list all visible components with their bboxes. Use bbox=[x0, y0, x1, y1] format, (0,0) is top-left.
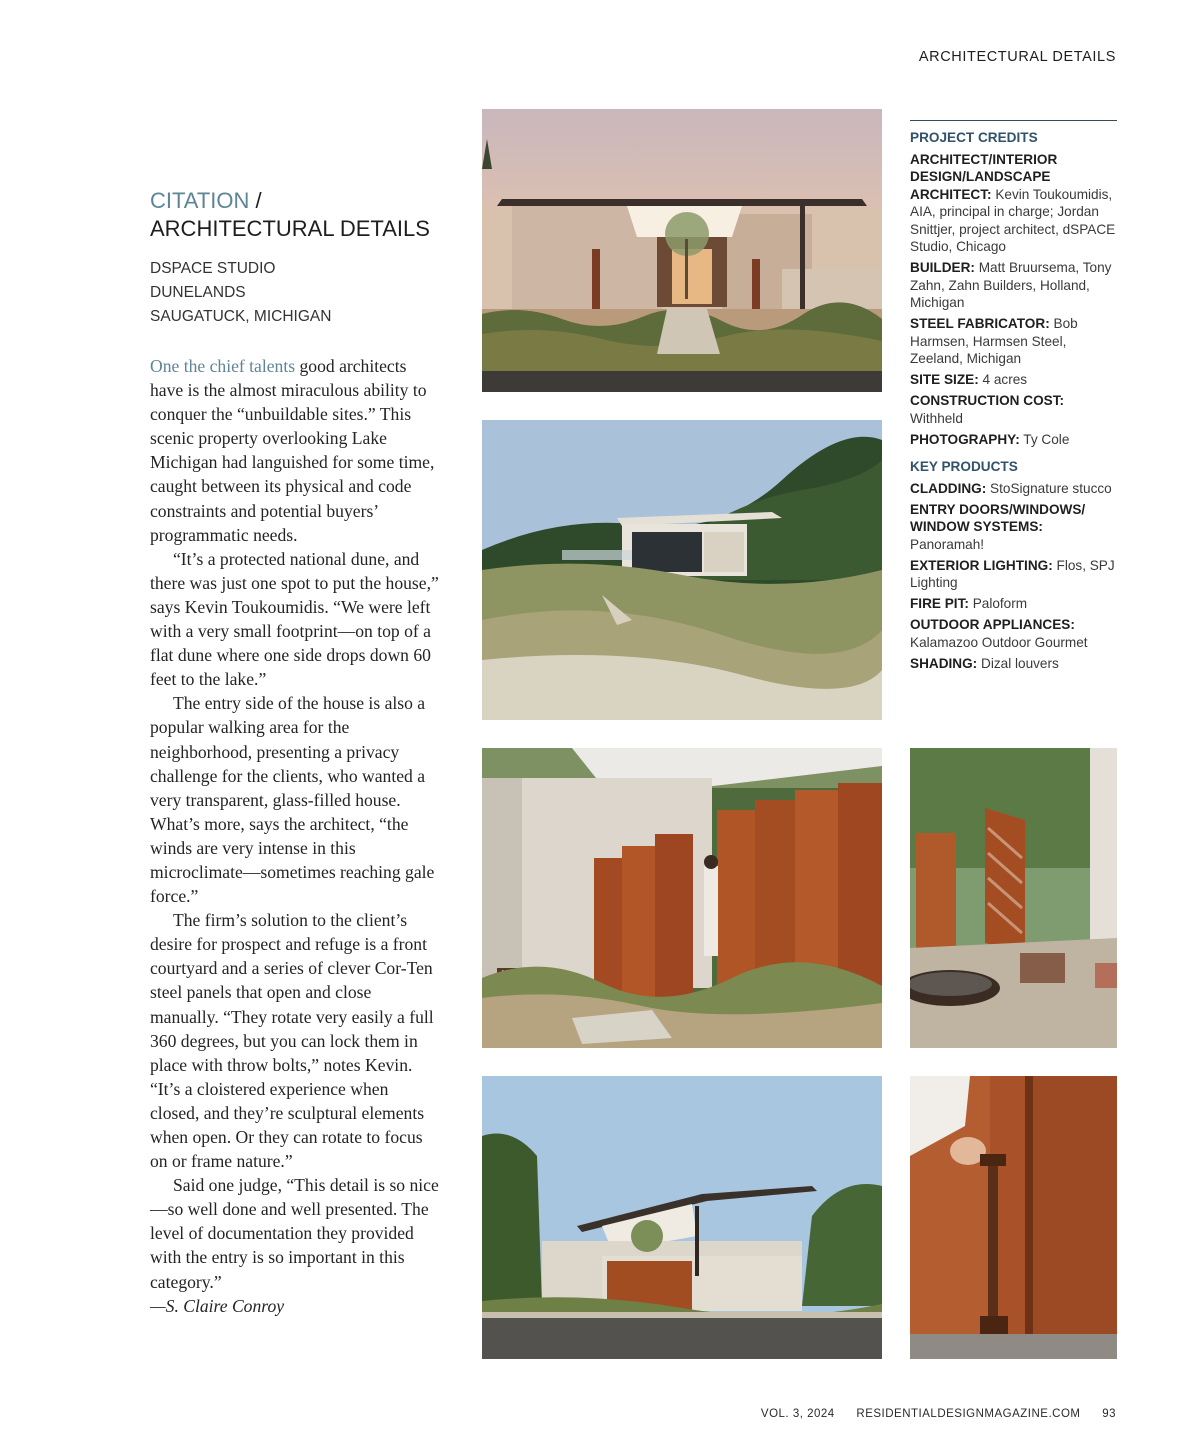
product-item: SHADING: Dizal louvers bbox=[910, 655, 1059, 671]
article-paragraph-5: Said one judge, “This detail is so nice—so well done and well presented. The level of documentation they provided with the entry is so important in this category.” bbox=[150, 1175, 439, 1292]
photo-courtyard-firepit bbox=[910, 748, 1117, 1048]
credits-sidebar bbox=[910, 129, 1120, 676]
article-paragraph-3: The entry side of the house is also a popular walking area for the neighborhood, presenting a privacy challenge for the clients, who wanted a very transparent, glass-filled house. What’s more, says the architect, “the winds are very intense in this microclimate—sometimes reaching gale force.” bbox=[150, 693, 435, 907]
section-header: ARCHITECTURAL DETAILS bbox=[918, 49, 1116, 65]
product-item: EXTERIOR LIGHTING: Flos, SPJ Lighting bbox=[910, 557, 1115, 590]
product-item: OUTDOOR APPLIANCES: Kalamazoo Outdoor Gourmet bbox=[910, 617, 1088, 650]
photo-house-on-dune bbox=[482, 420, 882, 720]
article-text-1: good architects have is the almost miraculous ability to conquer the “unbuildable sites.” This scenic property overlooking Lake Michigan had languished for some time, caught between its physical and code constraints and potential buyers’ programmatic needs. bbox=[150, 356, 435, 545]
article-paragraph-2: “It’s a protected national dune, and there was just one spot to put the house,” says Kevin Toukoumidis. “We were left with a very small footprint—on top of a flat dune where one side drops down 60 feet to the lake.” bbox=[150, 548, 439, 690]
credits-heading: PROJECT CREDITS bbox=[910, 130, 1038, 145]
project-firm: DSPACE STUDIO bbox=[150, 260, 276, 277]
page-number: 93 bbox=[1102, 1408, 1116, 1420]
award-level: CITATION bbox=[150, 188, 250, 213]
page-footer bbox=[761, 1408, 1116, 1420]
article-paragraph-1 bbox=[150, 354, 440, 547]
product-item: ENTRY DOORS/WINDOWS/ WINDOW SYSTEMS: Panoramah! bbox=[910, 501, 1086, 552]
credit-item: BUILDER: Matt Bruursema, Tony Zahn, Zahn Builders, Holland, Michigan bbox=[910, 260, 1112, 310]
award-title bbox=[150, 187, 450, 215]
credit-item: SITE SIZE: 4 acres bbox=[910, 372, 1028, 387]
product-item: FIRE PIT: Paloform bbox=[910, 596, 1028, 611]
credit-item: PHOTOGRAPHY: Ty Cole bbox=[910, 431, 1070, 447]
credit-item: CONSTRUCTION COST: Withheld bbox=[910, 393, 1065, 426]
article-paragraph-4: The firm’s solution to the client’s desire for prospect and refuge is a front courtyard and a series of clever Cor-Ten steel panels that open and close manually. “They rotate very easily a full 360 degrees, but you can lock them in place with throw bolts,” notes Kevin. “It’s a cloistered experience when closed, and they’re sculptural elements when open. Or they can rotate to focus on or frame nature.” bbox=[150, 910, 434, 1172]
footer-volume: VOL. 3, 2024 bbox=[760, 1408, 835, 1420]
photo-corten-panels bbox=[482, 748, 882, 1048]
award-category: ARCHITECTURAL DETAILS bbox=[150, 216, 430, 241]
photo-throw-bolt-detail bbox=[910, 1076, 1117, 1359]
project-location: SAUGATUCK, MICHIGAN bbox=[150, 308, 332, 325]
credits-rule bbox=[910, 120, 1117, 121]
credit-item: ARCHITECT/INTERIOR DESIGN/LANDSCAPE ARCHITECT: Kevin Toukoumidis, AIA, principal in charge; Jordan Snittjer, project architect, dSPACE Studio, Chicago bbox=[910, 151, 1116, 254]
title-block bbox=[150, 187, 450, 329]
footer-site: RESIDENTIALDESIGNMAGAZINE.COM bbox=[856, 1408, 1081, 1420]
article-lead: One the chief talents bbox=[150, 356, 296, 376]
products-heading: KEY PRODUCTS bbox=[910, 459, 1018, 474]
title-separator: / bbox=[255, 188, 262, 213]
project-info bbox=[150, 257, 450, 329]
project-name: DUNELANDS bbox=[150, 284, 246, 301]
product-item: CLADDING: StoSignature stucco bbox=[910, 480, 1112, 496]
credit-item: STEEL FABRICATOR: Bob Harmsen, Harmsen Steel, Zeeland, Michigan bbox=[910, 316, 1078, 366]
photo-entry-dusk bbox=[482, 109, 882, 392]
article-body bbox=[150, 354, 440, 1318]
article-byline: —S. Claire Conroy bbox=[150, 1295, 285, 1316]
photo-house-exterior bbox=[482, 1076, 882, 1359]
